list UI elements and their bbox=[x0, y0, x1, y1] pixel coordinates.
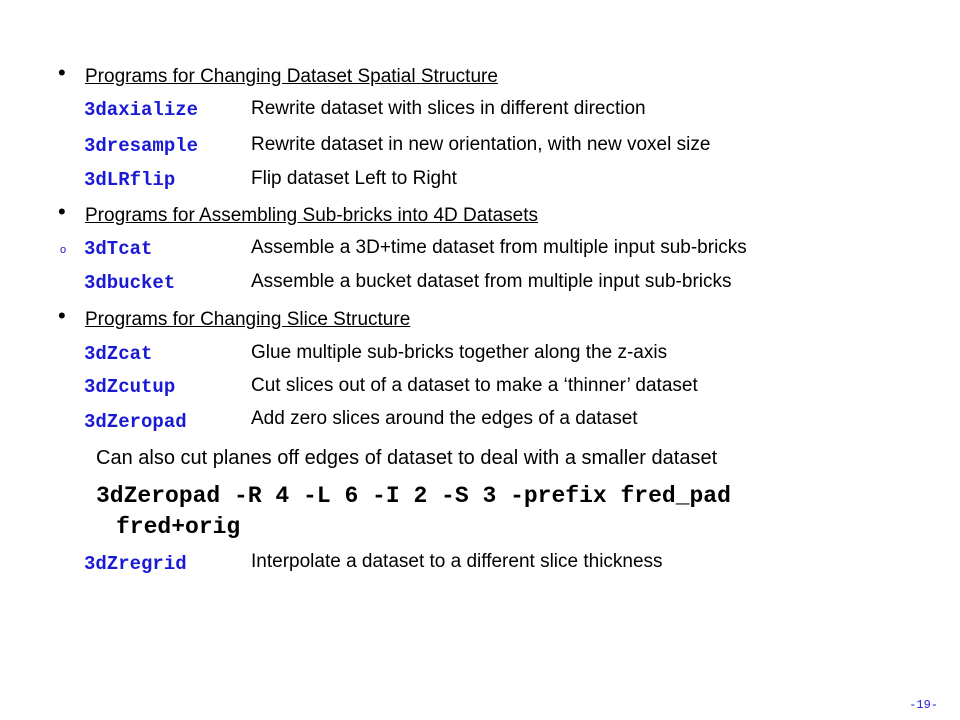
bullet-icon: • bbox=[58, 199, 66, 224]
command-name: 3daxialize bbox=[84, 99, 199, 121]
command-description: Cut slices out of a dataset to make a ‘thinner’ dataset bbox=[251, 375, 698, 396]
command-name: 3dTcat bbox=[84, 238, 153, 260]
command-name: 3dZeropad bbox=[84, 411, 187, 433]
command-name: 3dZcutup bbox=[84, 376, 176, 398]
sub-bullet-icon: o bbox=[60, 244, 67, 256]
command-name: 3dZregrid bbox=[84, 553, 187, 575]
command-description: Interpolate a dataset to a different slice thickness bbox=[251, 551, 663, 572]
command-name: 3dZcat bbox=[84, 343, 153, 365]
command-name: 3dLRflip bbox=[84, 169, 176, 191]
command-description: Glue multiple sub-bricks together along the z-axis bbox=[251, 342, 668, 363]
section-heading-assembling: Programs for Assembling Sub-bricks into 4D Datasets bbox=[85, 205, 539, 226]
command-description: Flip dataset Left to Right bbox=[251, 168, 457, 189]
command-description: Assemble a 3D+time dataset from multiple input sub-bricks bbox=[251, 237, 747, 258]
command-description: Assemble a bucket dataset from multiple input sub-bricks bbox=[251, 271, 732, 292]
example-command-line-2: fred+orig bbox=[116, 514, 241, 540]
note-text: Can also cut planes off edges of dataset to deal with a smaller dataset bbox=[96, 447, 718, 469]
bullet-icon: • bbox=[58, 60, 66, 85]
command-name: 3dbucket bbox=[84, 272, 176, 294]
command-description: Rewrite dataset in new orientation, with new voxel size bbox=[251, 134, 711, 155]
command-name: 3dresample bbox=[84, 135, 199, 157]
page-number: -19- bbox=[909, 698, 938, 712]
command-description: Rewrite dataset with slices in different direction bbox=[251, 98, 646, 119]
section-heading-spatial: Programs for Changing Dataset Spatial Structure bbox=[85, 66, 498, 87]
command-description: Add zero slices around the edges of a dataset bbox=[251, 408, 638, 429]
bullet-icon: • bbox=[58, 303, 66, 328]
section-heading-slice: Programs for Changing Slice Structure bbox=[85, 309, 411, 330]
example-command-line-1: 3dZeropad -R 4 -L 6 -I 2 -S 3 -prefix fred_pad bbox=[96, 483, 731, 509]
